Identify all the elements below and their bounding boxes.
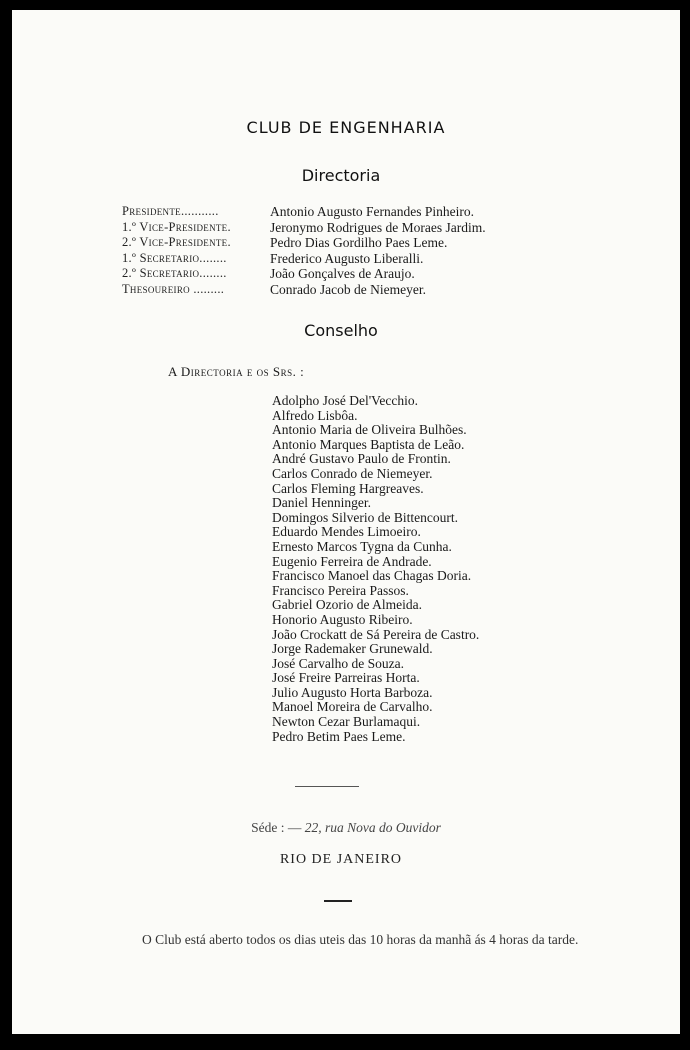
- council-member: Julio Augusto Horta Barboza.: [272, 684, 433, 700]
- council-member: Adolpho José Del'Vecchio.: [272, 393, 419, 408]
- council-member: Ernesto Marcos Tygna da Cunha.: [272, 538, 452, 554]
- council-member: Francisco Pereira Passos.: [272, 582, 409, 598]
- officer-row: [122, 282, 486, 298]
- officer-row: [122, 220, 486, 236]
- document-page: [12, 10, 680, 1034]
- seat-address: [12, 820, 680, 836]
- officer-row: [122, 235, 486, 251]
- council-member: Domingos Silverio de Bittencourt.: [272, 509, 458, 525]
- council-member: Carlos Fleming Hargreaves.: [272, 480, 424, 496]
- seat-label: Séde : —: [251, 820, 305, 835]
- council-member: José Carvalho de Souza.: [272, 655, 404, 671]
- council-member: José Freire Parreiras Horta.: [272, 670, 420, 686]
- council-member: Jorge Rademaker Grunewald.: [272, 641, 433, 657]
- officer-role: Thesoureiro .........: [122, 281, 225, 296]
- officer-name: João Gonçalves de Araujo.: [270, 266, 415, 281]
- city-name: RIO DE JANEIRO: [279, 852, 403, 867]
- council-member: Eduardo Mendes Limoeiro.: [272, 524, 421, 540]
- officer-role: Presidente...........: [122, 204, 219, 218]
- officer-name: Pedro Dias Gordilho Paes Leme.: [270, 235, 448, 250]
- officer-name: Antonio Augusto Fernandes Pinheiro.: [270, 204, 474, 219]
- council-member: Alfredo Lisbôa.: [272, 407, 358, 423]
- officer-name: Jeronymo Rodrigues de Moraes Jardim.: [270, 219, 486, 235]
- council-member: Carlos Conrado de Niemeyer.: [272, 465, 433, 481]
- officer-role: 1.º Vice-Presidente.: [122, 219, 231, 234]
- conselho-heading: Conselho: [304, 321, 378, 340]
- officer-name: Frederico Augusto Liberalli.: [270, 250, 424, 266]
- short-divider: [324, 900, 352, 902]
- officer-row: [122, 251, 486, 267]
- directoria-heading: Directoria: [301, 166, 381, 185]
- council-member: Newton Cezar Burlamaqui.: [272, 714, 421, 730]
- officer-row: [122, 204, 486, 220]
- council-member: Manoel Moreira de Carvalho.: [272, 699, 433, 715]
- council-member: André Gustavo Paulo de Frontin.: [272, 451, 451, 467]
- council-member: João Crockatt de Sá Pereira de Castro.: [272, 626, 480, 642]
- seat-street: 22, rua Nova do Ouvidor: [304, 820, 441, 835]
- officer-name: Conrado Jacob de Niemeyer.: [270, 281, 426, 297]
- council-members-list: [272, 394, 479, 744]
- officer-role: 2.º Vice-Presidente.: [122, 235, 231, 249]
- officer-row: [122, 266, 486, 282]
- council-member: Pedro Betim Paes Leme.: [272, 728, 406, 744]
- club-title: CLUB DE ENGENHARIA: [246, 118, 446, 137]
- council-member: Antonio Maria de Oliveira Bulhões.: [272, 422, 467, 438]
- council-member: Antonio Marques Baptista de Leão.: [272, 436, 465, 452]
- council-member: Daniel Henninger.: [272, 495, 371, 511]
- opening-hours-note: O Club está aberto todos os dias uteis das 10 horas da manhã ás 4 horas da tarde.: [142, 932, 579, 947]
- officer-role: 2.º Secretario........: [122, 266, 227, 280]
- council-intro: A Directoria e os Srs. :: [168, 364, 305, 379]
- section-divider: [295, 786, 359, 787]
- council-member: Honorio Augusto Ribeiro.: [272, 611, 413, 627]
- council-member: Francisco Manoel das Chagas Doria.: [272, 568, 472, 584]
- officers-list: [122, 204, 486, 297]
- council-member: Gabriel Ozorio de Almeida.: [272, 597, 422, 613]
- officer-role: 1.º Secretario........: [122, 250, 227, 265]
- council-member: Eugenio Ferreira de Andrade.: [272, 553, 432, 569]
